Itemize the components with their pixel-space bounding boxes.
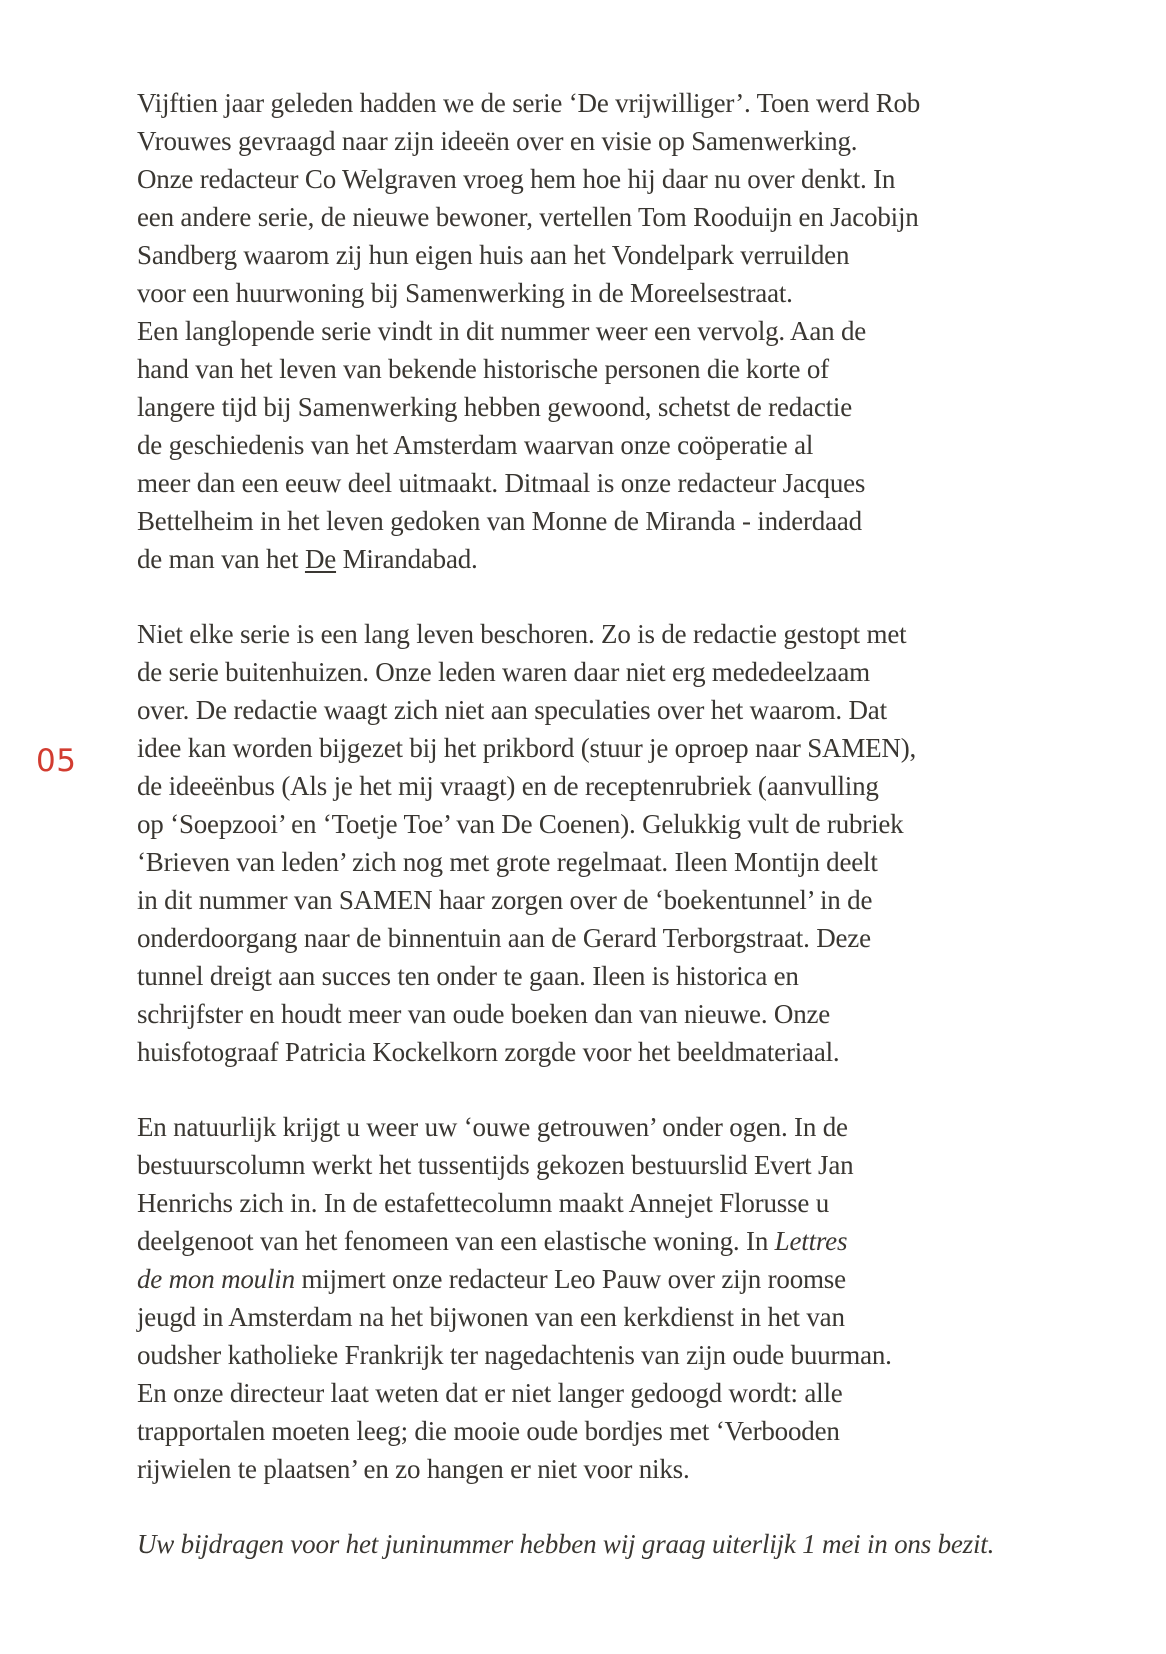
text-line <box>137 1374 1097 1412</box>
text-run: in dit nummer van SAMEN haar zorgen over de ‘boekentunnel’ in de <box>137 885 873 915</box>
paragraph <box>137 1525 1097 1563</box>
text-line <box>137 1184 1097 1222</box>
text-line <box>137 805 1097 843</box>
text-run: rijwielen te plaatsen’ en zo hangen er niet voor niks. <box>137 1454 690 1484</box>
text-line <box>137 502 1097 540</box>
text-run: Henrichs zich in. In de estafettecolumn maakt Annejet Florusse u <box>137 1188 829 1218</box>
text-line <box>137 615 1097 653</box>
paragraph <box>137 615 1097 1071</box>
text-run: op ‘Soepzooi’ en ‘Toetje Toe’ van De Coenen). Gelukkig vult de rubriek <box>137 809 904 839</box>
text-run: Sandberg waarom zij hun eigen huis aan het Vondelpark verruilden <box>137 240 850 270</box>
text-line <box>137 957 1097 995</box>
text-line <box>137 312 1097 350</box>
text-line <box>137 767 1097 805</box>
text-line <box>137 1108 1097 1146</box>
page-number: 05 <box>36 743 77 779</box>
text-line <box>137 1525 1097 1563</box>
text-run: een andere serie, de nieuwe bewoner, vertellen Tom Rooduijn en Jacobijn <box>137 202 919 232</box>
text-run: onderdoorgang naar de binnentuin aan de Gerard Terborgstraat. Deze <box>137 923 871 953</box>
paragraph <box>137 84 1097 578</box>
text-run: de geschiedenis van het Amsterdam waarvan onze coöperatie al <box>137 430 814 460</box>
italic-text-run: Lettres <box>774 1226 848 1256</box>
italic-text-run: de mon moulin <box>137 1264 295 1294</box>
underlined-text-run: De <box>304 544 337 574</box>
text-line <box>137 464 1097 502</box>
text-line <box>137 1412 1097 1450</box>
text-run: de ideeënbus (Als je het mij vraagt) en de receptenrubriek (aanvulling <box>137 771 879 801</box>
text-run: Een langlopende serie vindt in dit nummer weer een vervolg. Aan de <box>137 316 867 346</box>
text-run: huisfotograaf Patricia Kockelkorn zorgde voor het beeldmateriaal. <box>137 1037 840 1067</box>
text-run: Vijftien jaar geleden hadden we de serie ‘De vrijwilliger’. Toen werd Rob <box>137 88 921 118</box>
text-run: hand van het leven van bekende historische personen die korte of <box>137 354 829 384</box>
text-run: langere tijd bij Samenwerking hebben gewoond, schetst de redactie <box>137 392 853 422</box>
text-line <box>137 995 1097 1033</box>
text-run: Bettelheim in het leven gedoken van Monne de Miranda - inderdaad <box>137 506 862 536</box>
text-run: de man van het <box>137 544 305 574</box>
text-line <box>137 350 1097 388</box>
text-line <box>137 160 1097 198</box>
paragraph <box>137 1108 1097 1488</box>
text-run: meer dan een eeuw deel uitmaakt. Ditmaal is onze redacteur Jacques <box>137 468 866 498</box>
text-run: En onze directeur laat weten dat er niet langer gedoogd wordt: alle <box>137 1378 843 1408</box>
text-line <box>137 729 1097 767</box>
text-line <box>137 919 1097 957</box>
text-line <box>137 198 1097 236</box>
text-run: idee kan worden bijgezet bij het prikbord (stuur je oproep naar SAMEN), <box>137 733 917 763</box>
text-line <box>137 388 1097 426</box>
text-run: oudsher katholieke Frankrijk ter nagedachtenis van zijn oude buurman. <box>137 1340 892 1370</box>
text-run: bestuurscolumn werkt het tussentijds gekozen bestuurslid Evert Jan <box>137 1150 854 1180</box>
text-line <box>137 1222 1097 1260</box>
text-line <box>137 653 1097 691</box>
text-run: tunnel dreigt aan succes ten onder te gaan. Ileen is historica en <box>137 961 799 991</box>
text-line <box>137 540 1097 578</box>
text-line <box>137 1033 1097 1071</box>
text-line <box>137 1450 1097 1488</box>
text-run: trapportalen moeten leeg; die mooie oude bordjes met ‘Verbooden <box>137 1416 840 1446</box>
text-run: ‘Brieven van leden’ zich nog met grote regelmaat. Ileen Montijn deelt <box>137 847 878 877</box>
text-run: over. De redactie waagt zich niet aan speculaties over het waarom. Dat <box>137 695 887 725</box>
text-line <box>137 843 1097 881</box>
text-run: Onze redacteur Co Welgraven vroeg hem hoe hij daar nu over denkt. In <box>137 164 896 194</box>
text-run: Vrouwes gevraagd naar zijn ideeën over en visie op Samenwerking. <box>137 126 858 156</box>
text-line <box>137 1298 1097 1336</box>
text-run: schrijfster en houdt meer van oude boeken dan van nieuwe. Onze <box>137 999 831 1029</box>
text-line <box>137 1146 1097 1184</box>
italic-text-run: Uw bijdragen voor het juninummer hebben wij graag uiterlijk 1 mei in ons bezit. <box>137 1529 995 1559</box>
text-line <box>137 84 1097 122</box>
text-run: Niet elke serie is een lang leven beschoren. Zo is de redactie gestopt met <box>137 619 907 649</box>
text-line <box>137 1336 1097 1374</box>
text-run: jeugd in Amsterdam na het bijwonen van een kerkdienst in het van <box>137 1302 845 1332</box>
text-run: mijmert onze redacteur Leo Pauw over zijn roomse <box>294 1264 846 1294</box>
text-line <box>137 122 1097 160</box>
page-body <box>137 84 1097 1600</box>
text-line <box>137 426 1097 464</box>
text-line <box>137 236 1097 274</box>
text-run: voor een huurwoning bij Samenwerking in de Moreelsestraat. <box>137 278 793 308</box>
text-line <box>137 691 1097 729</box>
text-run: Mirandabad. <box>336 544 478 574</box>
text-run: En natuurlijk krijgt u weer uw ‘ouwe getrouwen’ onder ogen. In de <box>137 1112 848 1142</box>
text-line <box>137 881 1097 919</box>
text-run: deelgenoot van het fenomeen van een elastische woning. In <box>137 1226 775 1256</box>
text-run: de serie buitenhuizen. Onze leden waren daar niet erg mededeelzaam <box>137 657 870 687</box>
text-line <box>137 1260 1097 1298</box>
text-line <box>137 274 1097 312</box>
